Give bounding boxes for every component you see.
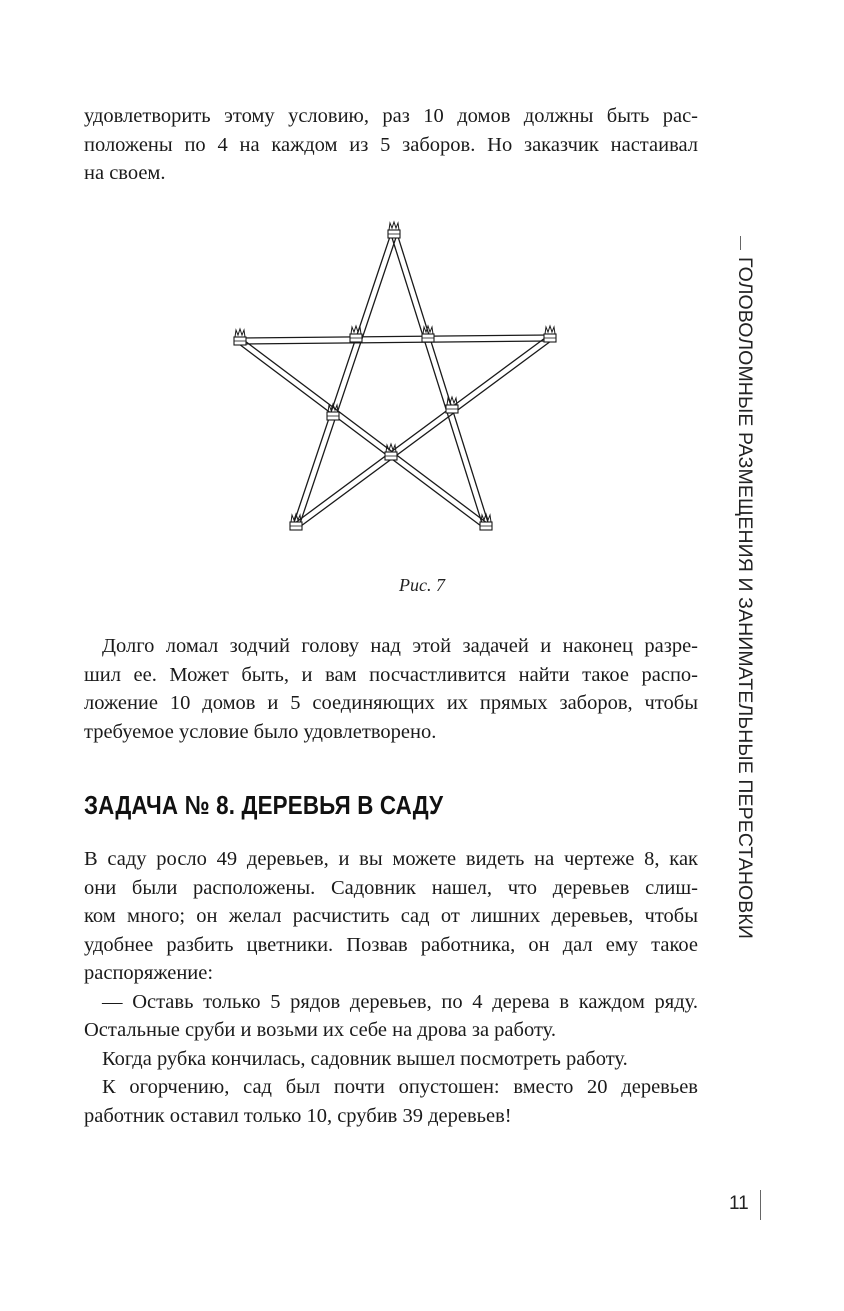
house-marker (422, 326, 434, 342)
text-line: шил ее. Может быть, и вам посчастливится найти такое распо- (84, 663, 698, 686)
text-line: удобнее разбить цветники. Позвав работника, он дал ему такое (84, 933, 698, 956)
fence-line (242, 339, 488, 524)
text-line: удовлетворить этому условию, раз 10 домов должны быть рас- (84, 105, 698, 127)
text-line: работник оставил только 10, срубив 39 деревьев! (84, 1104, 512, 1127)
fence-lines (238, 233, 552, 528)
text-line: требуемое условие было удовлетворено. (84, 720, 437, 743)
fence-line (293, 233, 391, 525)
house-marker (446, 397, 458, 413)
text-line: они были расположены. Садовник нашел, что деревьев слиш- (84, 876, 698, 899)
star-figure (228, 216, 563, 546)
house-marker (385, 444, 397, 460)
text-line: ком много; он желал расчистить сад от лишних деревьев, чтобы (84, 905, 698, 927)
text-line: положены по 4 на каждом из 5 заборов. Но заказчик настаивал (84, 133, 698, 156)
text-line: Остальные сруби и возьми их себе на дрова за работу. (84, 1019, 556, 1041)
fence-line (397, 233, 489, 525)
fence-line (238, 343, 484, 528)
figure-caption: Рис. 7 (399, 575, 445, 595)
text-line: Долго ломал зодчий голову над этой задачей и наконец разре- (102, 635, 698, 657)
text-line: на своем. (84, 162, 166, 184)
house-marker (234, 329, 246, 345)
fence-line (240, 341, 550, 344)
house-marker (350, 326, 362, 342)
page-number: 11 (729, 1193, 749, 1214)
text-line: ложение 10 домов и 5 соединяющих их прямых заборов, чтобы (84, 692, 698, 714)
house-marker (388, 222, 400, 238)
sidebar-divider (740, 236, 741, 250)
text-line: — Оставь только 5 рядов деревьев, по 4 дерева в каждом ряду. (102, 990, 698, 1013)
text-line: распоряжение: (84, 962, 214, 984)
text-line: В саду росло 49 деревьев, и вы можете видеть на чертеже 8, как (84, 848, 698, 870)
after-figure-paragraph (84, 632, 698, 746)
section-paragraph (84, 845, 698, 1130)
house-marker (544, 326, 556, 342)
running-title: ГОЛОВОЛОМНЫЕ РАЗМЕЩЕНИЯ И ЗАНИМАТЕЛЬНЫЕ ПЕРЕСТАНОВКИ (734, 257, 756, 939)
fence-line (298, 340, 552, 528)
fence-line (240, 335, 550, 338)
fence-line (294, 336, 548, 524)
fence-line (391, 235, 483, 527)
section-heading: ЗАДАЧА № 8. ДЕРЕВЬЯ В САДУ (84, 790, 444, 820)
text-line: К огорчению, сад был почти опустошен: вместо 20 деревьев (102, 1076, 698, 1098)
page-number-divider (760, 1190, 761, 1220)
text-line: Когда рубка кончилась, садовник вышел посмотреть работу. (102, 1047, 628, 1070)
intro-paragraph (84, 102, 698, 188)
